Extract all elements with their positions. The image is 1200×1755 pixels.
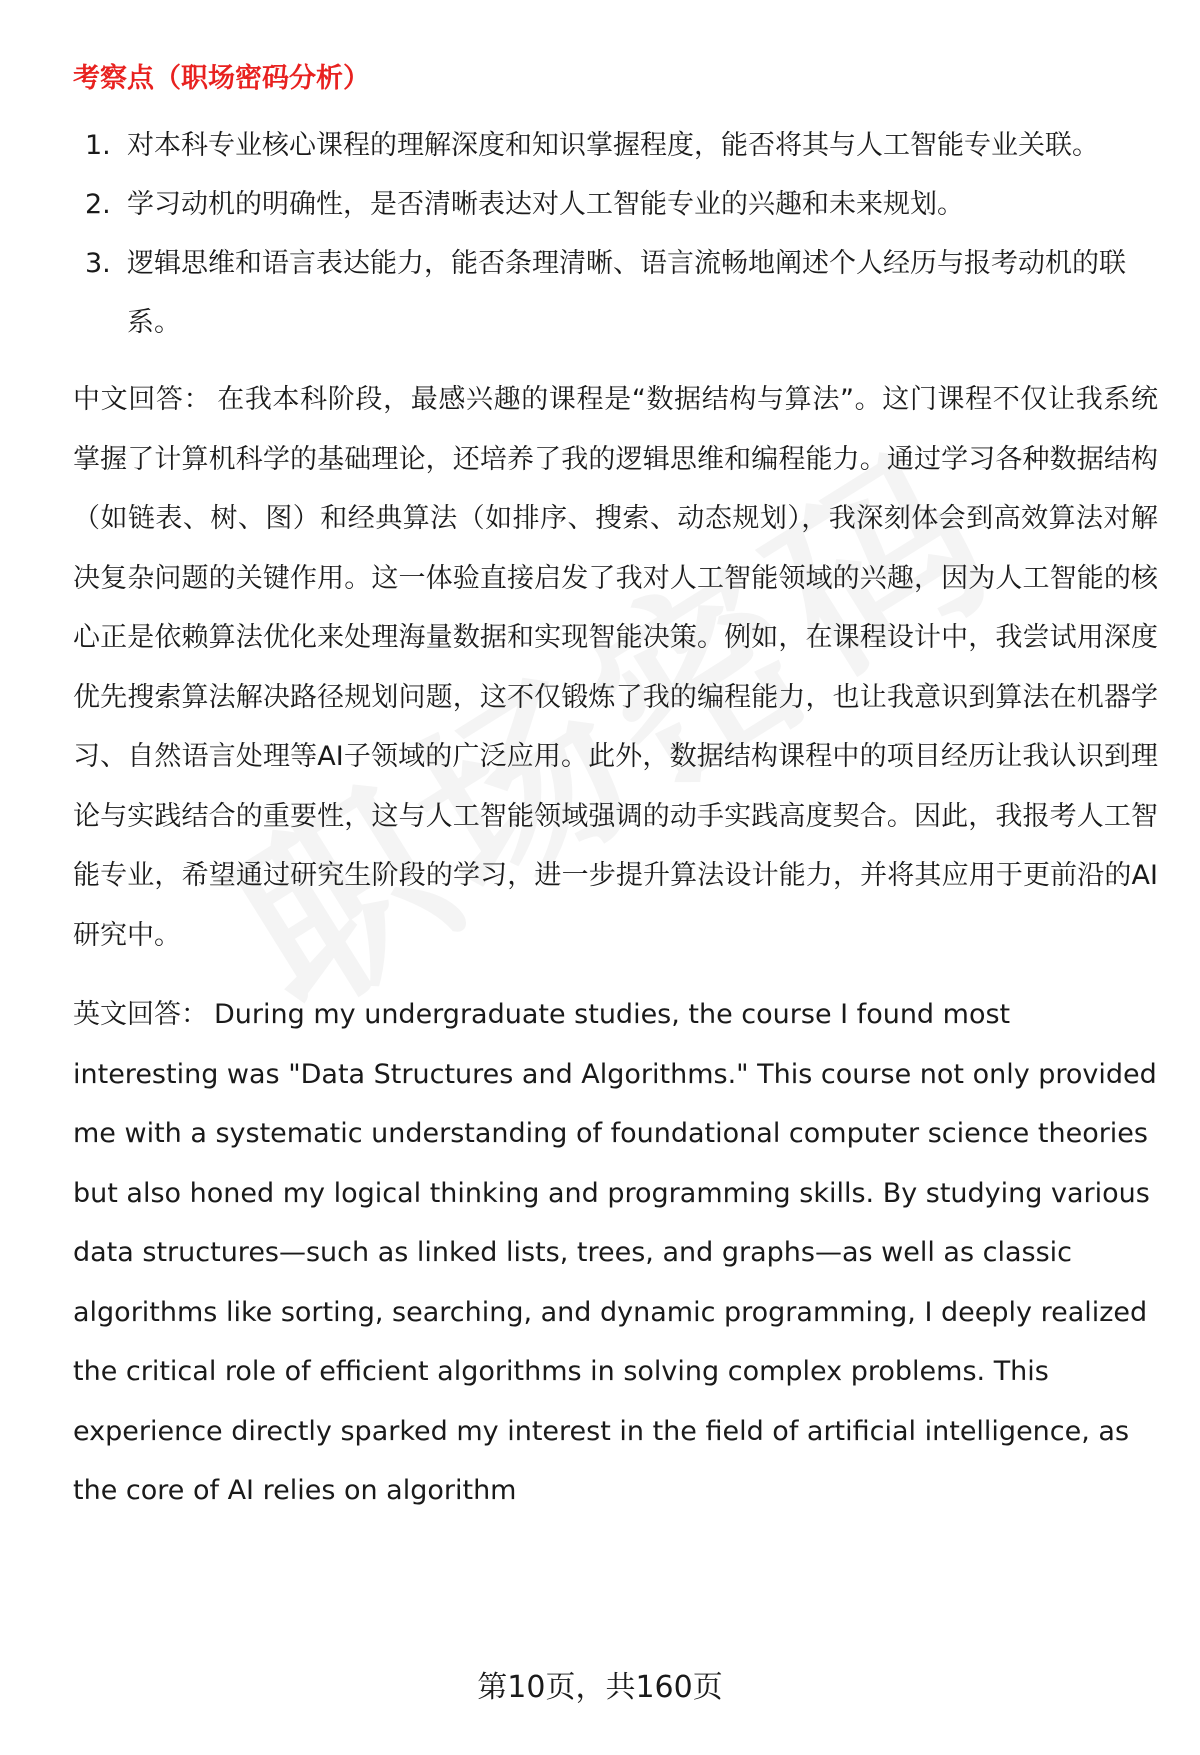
section-heading: 考察点（职场密码分析） [73, 63, 370, 94]
assessment-point-1 [73, 116, 1158, 175]
page-content [73, 52, 1158, 1521]
point-text: 逻辑思维和语言表达能力，能否条理清晰、语言流畅地阐述个人经历与报考动机的联系。 [127, 248, 1126, 338]
point-text: 学习动机的明确性，是否清晰表达对人工智能专业的兴趣和未来规划。 [127, 189, 964, 220]
assessment-point-2 [73, 175, 1158, 234]
english-answer [73, 985, 1158, 1521]
english-answer-label: 英文回答： [73, 999, 208, 1030]
english-answer-text: During my undergraduate studies, the course I found most interesting was "Data Structures and Algorithms." This course not only provided me with a systematic understanding of foundational computer science theories but also honed my logical thinking and programming skills. By studying various data structures—such as linked lists, trees, and graphs—as well as classic algorithms like sorting, searching, and dynamic programming, I deeply realized the critical role of efficient algorithms in solving complex problems. This experience directly sparked my interest in the field of artificial intelligence, as the core of AI relies on algorithm [73, 999, 1157, 1506]
point-number: 3. [85, 248, 111, 279]
assessment-point-3 [73, 234, 1158, 352]
page-number-footer: 第10页，共160页 [477, 1670, 723, 1705]
point-text: 对本科专业核心课程的理解深度和知识掌握程度，能否将其与人工智能专业关联。 [127, 130, 1099, 161]
chinese-answer-text: 在我本科阶段，最感兴趣的课程是“数据结构与算法”。这门课程不仅让我系统掌握了计算机科学的基础理论，还培养了我的逻辑思维和编程能力。通过学习各种数据结构（如链表、树、图）和经典算法（如排序、搜索、动态规划），我深刻体会到高效算法对解决复杂问题的关键作用。这一体验直接启发了我对人工智能领域的兴趣，因为人工智能的核心正是依赖算法优化来处理海量数据和实现智能决策。例如，在课程设计中，我尝试用深度优先搜索算法解决路径规划问题，这不仅锻炼了我的编程能力，也让我意识到算法在机器学习、自然语言处理等AI子领域的广泛应用。此外，数据结构课程中的项目经历让我认识到理论与实践结合的重要性，这与人工智能领域强调的动手实践高度契合。因此，我报考人工智能专业，希望通过研究生阶段的学习，进一步提升算法设计能力，并将其应用于更前沿的AI研究中。 [73, 384, 1159, 951]
point-number: 1. [85, 130, 111, 161]
assessment-points-list [73, 116, 1158, 352]
point-number: 2. [85, 189, 111, 220]
chinese-answer [73, 370, 1158, 965]
chinese-answer-label: 中文回答： [73, 384, 212, 415]
